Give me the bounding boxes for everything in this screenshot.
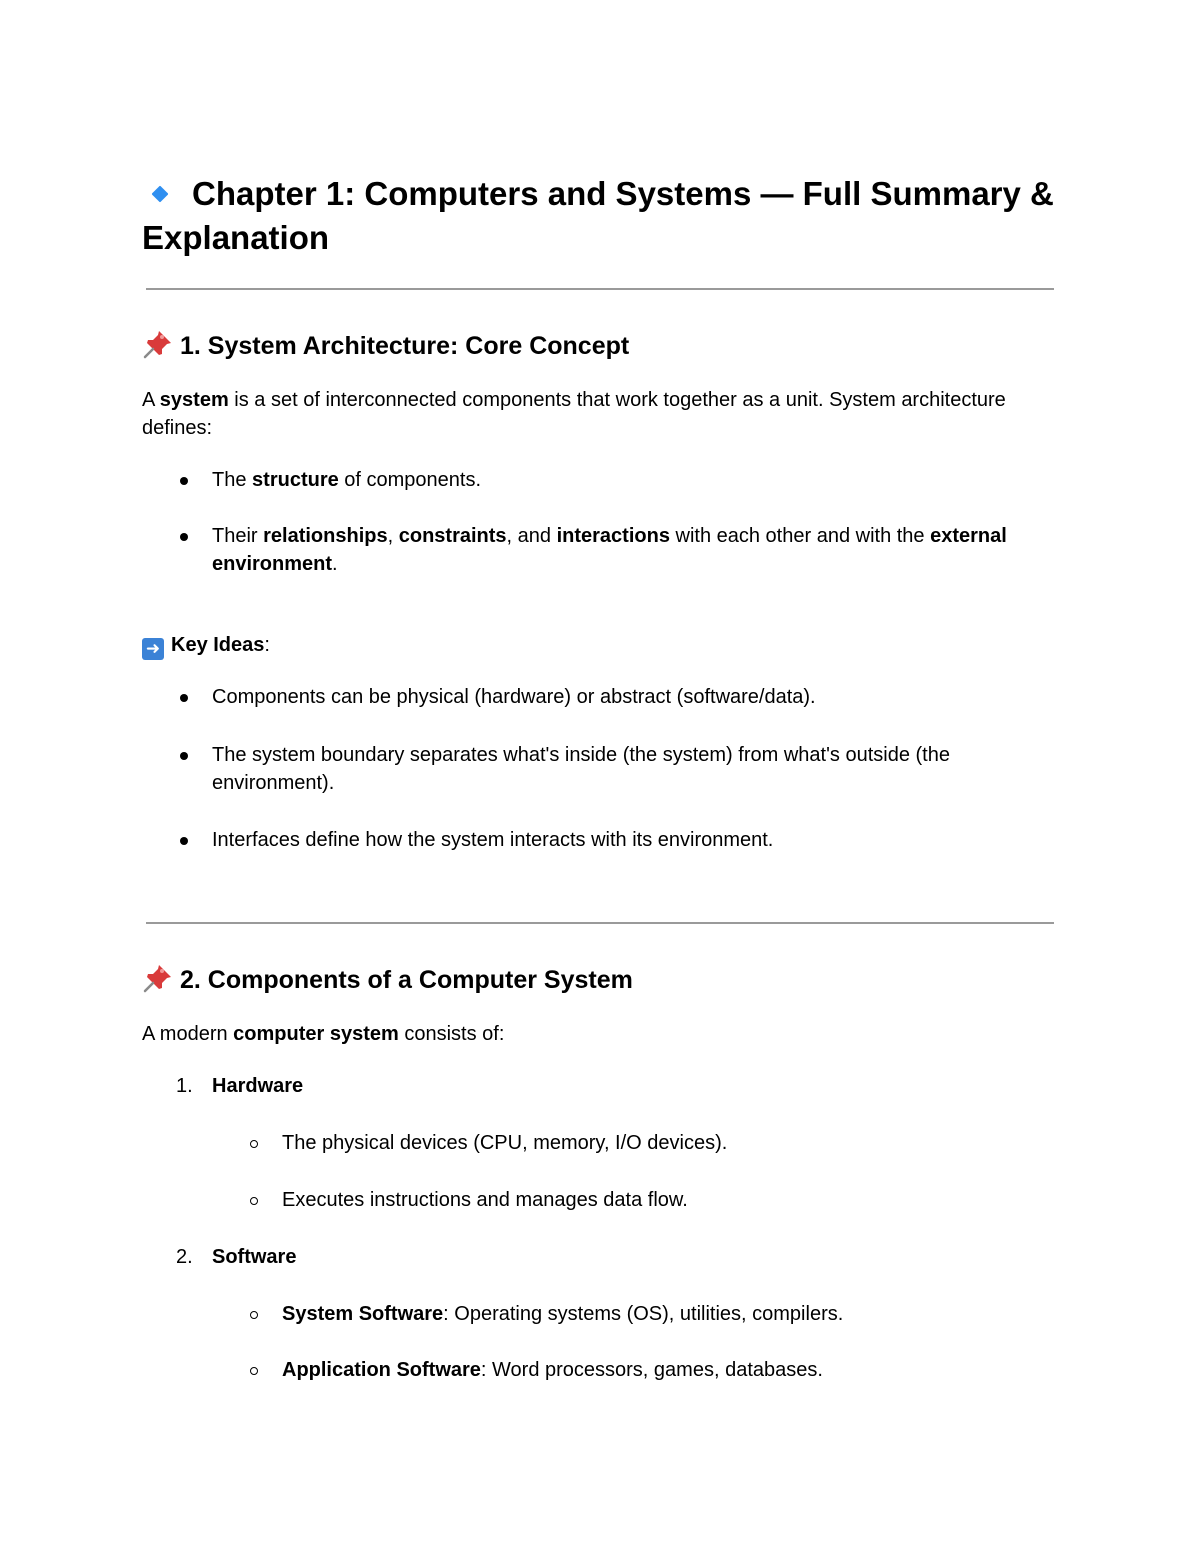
list-number: 1. xyxy=(176,1075,193,1097)
hollow-bullet xyxy=(250,1140,258,1148)
bullet-dot xyxy=(180,533,188,541)
sub-list-item: Application Software: Word processors, games, databases. xyxy=(282,1359,823,1381)
document-title: Chapter 1: Computers and Systems — Full Summary & Explanation xyxy=(142,175,1054,256)
section-heading-1: 1. System Architecture: Core Concept xyxy=(142,328,629,362)
hollow-bullet xyxy=(250,1367,258,1375)
list-item-heading: Software xyxy=(212,1246,297,1268)
list-item: Their relationships, constraints, and interactions with each other and with the external environment. xyxy=(212,525,1007,575)
blue-diamond-icon xyxy=(152,185,169,202)
list-item-heading: Hardware xyxy=(212,1075,304,1097)
section-2-intro: A modern computer system consists of: xyxy=(142,1023,505,1045)
section-heading-2: 2. Components of a Computer System xyxy=(142,962,633,996)
section-1-intro: A system is a set of interconnected components that work together as a unit. System architecture defines: xyxy=(142,389,1006,439)
bullet-dot xyxy=(180,477,188,485)
list-item: The system boundary separates what's inside (the system) from what's outside (the environment). xyxy=(212,744,950,794)
pushpin-icon xyxy=(142,962,174,994)
list-item: Interfaces define how the system interacts with its environment. xyxy=(212,829,774,851)
bullet-dot xyxy=(180,694,188,702)
horizontal-divider xyxy=(146,922,1054,924)
list-item: The structure of components. xyxy=(212,469,482,491)
right-arrow-icon: ➜ xyxy=(142,638,164,660)
key-ideas-label: ➜ Key Ideas: xyxy=(142,631,1022,660)
hollow-bullet xyxy=(250,1311,258,1319)
sub-list-item: Executes instructions and manages data flow. xyxy=(282,1189,688,1211)
horizontal-divider xyxy=(146,288,1054,290)
sub-list-item: System Software: Operating systems (OS), utilities, compilers. xyxy=(282,1303,844,1325)
pushpin-icon xyxy=(142,328,174,360)
list-item: Components can be physical (hardware) or abstract (software/data). xyxy=(212,686,816,708)
hollow-bullet xyxy=(250,1197,258,1205)
sub-list-item: The physical devices (CPU, memory, I/O devices). xyxy=(282,1132,728,1154)
bullet-dot xyxy=(180,752,188,760)
bullet-dot xyxy=(180,837,188,845)
list-number: 2. xyxy=(176,1246,193,1268)
